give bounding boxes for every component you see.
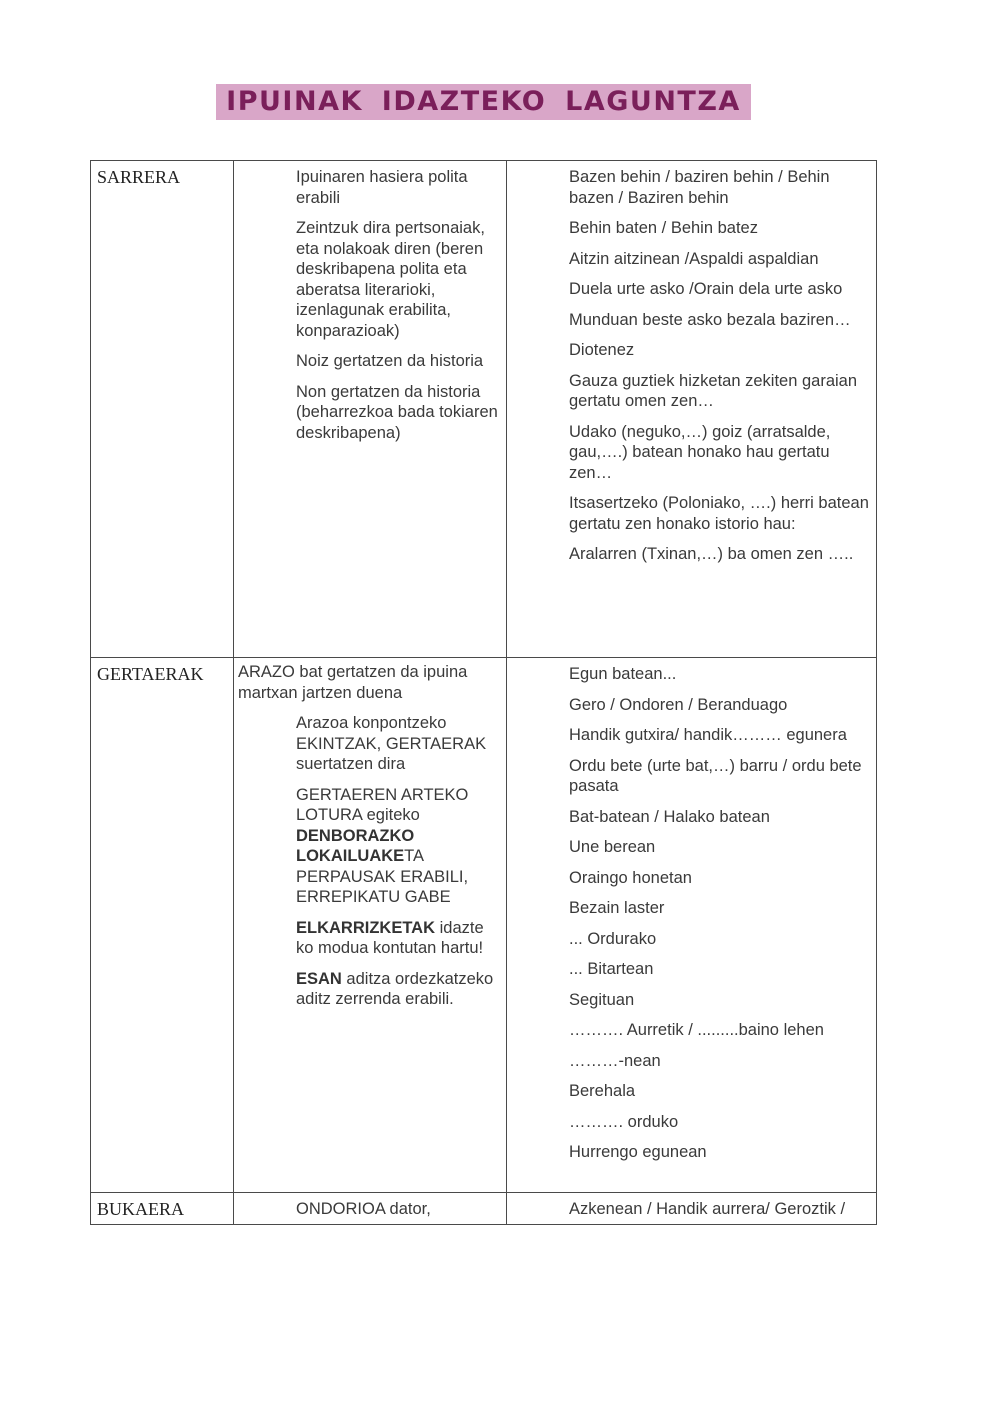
row-bukaera (91, 1193, 877, 1225)
list-item: Duela urte asko /Orain dela urte asko (569, 280, 843, 298)
list-item: Hurrengo egunean (569, 1143, 707, 1161)
list-item: ... Bitartean (569, 960, 654, 978)
list-item: Aitzin aitzinean /Aspaldi aspaldian (569, 249, 819, 268)
expressions-list-gertaerak (507, 658, 876, 1163)
guidelines-cell (234, 1193, 507, 1225)
list-item: Gauza guztiek hizketan zekiten garaian gertatu omen zen… (569, 371, 858, 410)
guidelines-cell (234, 161, 507, 658)
guidelines-list-sarrera (234, 161, 506, 443)
list-item: Aralarren (Txinan,…) ba omen zen ….. (569, 545, 854, 563)
list-item: ………. orduko (569, 1112, 679, 1131)
list-item: ONDORIOA dator, (296, 1200, 431, 1218)
expressions-list-sarrera (507, 161, 876, 565)
expressions-cell (507, 658, 877, 1193)
section-label-bukaera: BUKAERA (97, 1199, 185, 1219)
list-item: Bezain laster (569, 899, 665, 917)
list-item: Egun batean... (569, 665, 677, 683)
page-title: IPUINAK IDAZTEKO LAGUNTZA (216, 84, 751, 120)
list-item: Itsasertzeko (Poloniako, ….) herri batean gertatu zen honako istorio hau: (569, 494, 869, 533)
list-item: Munduan beste asko bezala baziren… (569, 310, 851, 329)
expressions-cell (507, 1193, 877, 1225)
list-item: Segituan (569, 990, 635, 1009)
list-item: Diotenez (569, 341, 635, 359)
row-sarrera (91, 161, 877, 658)
row-gertaerak (91, 658, 877, 1193)
section-label-sarrera: SARRERA (97, 167, 181, 187)
list-item: Ipuinaren hasiera polita erabili (296, 168, 468, 207)
story-writing-table (90, 160, 877, 1225)
expressions-cell (507, 161, 877, 658)
list-item: Zeintzuk dira pertsonaiak, eta nolakoak diren (beren deskribapena polita eta aberatsa literarioki, izenlagunak erabilita, konparazioak) (296, 219, 485, 340)
list-item: Bat-batean / Halako batean (569, 807, 770, 826)
section-label-cell (91, 658, 234, 1193)
list-item: Noiz gertatzen da historia (296, 352, 484, 370)
section-intro: ARAZO bat gertatzen da ipuina martxan jartzen duena (238, 663, 468, 702)
list-item: Ordu bete (urte bat,…) barru / ordu bete pasata (569, 756, 862, 795)
guidelines-list-bukaera (234, 1193, 506, 1220)
section-label-cell (91, 161, 234, 658)
list-item: Oraingo honetan (569, 868, 692, 887)
expressions-list-bukaera (507, 1193, 876, 1220)
list-item: Arazoa konpontzeko EKINTZAK, GERTAERAK suertatzen dira (296, 714, 487, 773)
section-label-gertaerak: GERTAERAK (97, 664, 204, 684)
list-item: Azkenean / Handik aurrera/ Geroztik / (569, 1200, 846, 1218)
list-item: GERTAEREN ARTEKO LOTURA egiteko DENBORAZKO LOKAILUAKETA PERPAUSAK ERABILI, ERREPIKATU GABE (296, 785, 469, 906)
list-item: Gero / Ondoren / Beranduago (569, 695, 788, 714)
list-item: Une berean (569, 838, 656, 856)
section-label-cell (91, 1193, 234, 1225)
list-item: Bazen behin / baziren behin / Behin bazen / Baziren behin (569, 168, 830, 207)
list-item: ESAN aditza ordezkatzeko aditz zerrenda erabili. (296, 969, 494, 1008)
list-item: ………. Aurretik / .........baino lehen (569, 1021, 824, 1039)
guidelines-cell (234, 658, 507, 1193)
list-item: ELKARRIZKETAK idazte ko modua kontutan hartu! (296, 918, 484, 957)
list-item: Non gertatzen da historia (beharrezkoa bada tokiaren deskribapena) (296, 382, 498, 442)
guidelines-list-gertaerak (234, 713, 506, 1010)
list-item: ... Ordurako (569, 929, 657, 948)
list-item: Handik gutxira/ handik……… egunera (569, 726, 847, 744)
list-item: ………-nean (569, 1051, 661, 1070)
list-item: Berehala (569, 1082, 636, 1100)
list-item: Udako (neguko,…) goiz (arratsalde, gau,….) batean honako hau gertatu zen… (569, 422, 831, 482)
list-item: Behin baten / Behin batez (569, 219, 758, 237)
